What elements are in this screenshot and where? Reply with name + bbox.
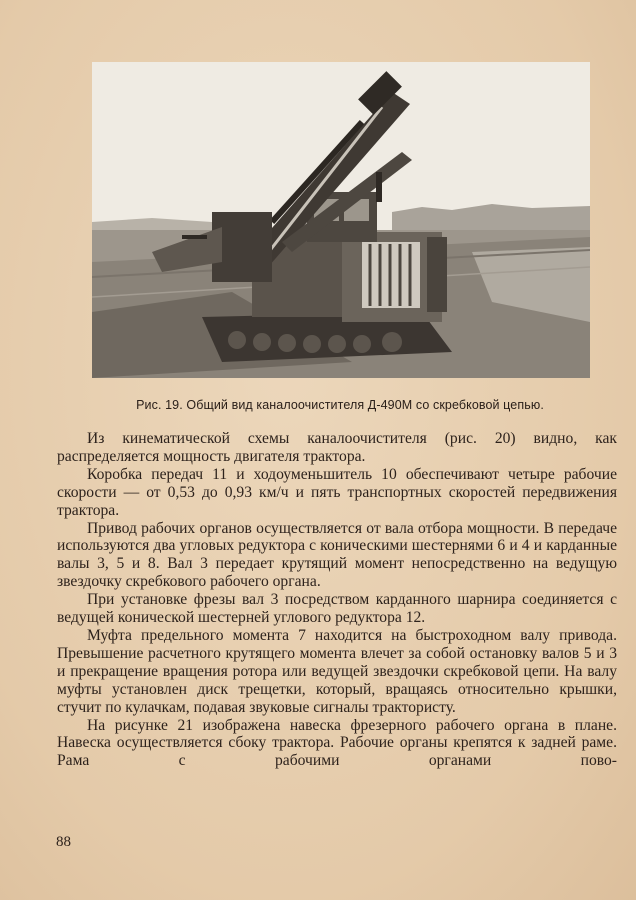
- figure-caption: Рис. 19. Общий вид каналоочистителя Д-490М со скребковой цепью.: [136, 398, 544, 412]
- paragraph: Привод рабочих органов осуществляется от вала отбора мощности. В передаче используются два угловых редуктора с коническими шестернями 6 и 4 и карданные валы 3, 5 и 8. Вал 3 передает крутящий момент непосредственно на ведущую звездочку скребкового рабочего органа.: [57, 519, 617, 591]
- paragraph: При установке фрезы вал 3 посредством карданного шарнира соединяется с ведущей конической шестерней углового редуктора 12.: [57, 591, 617, 627]
- body-text: [57, 430, 617, 770]
- paragraph: Муфта предельного момента 7 находится на быстроходном валу привода. Превышение расчетного крутящего момента влечет за собой остановку валов 5 и 3 и прекращение вращения ротора или ведущей звездочки скребковой цепи. На валу муфты установлен диск трещетки, который, вращаясь относительно крышки, стучит по кулачкам, подавая звуковые сигналы трактористу.: [57, 626, 617, 716]
- figure-photo-canal-cleaner: [92, 62, 590, 378]
- paragraph: На рисунке 21 изображена навеска фрезерного рабочего органа в плане. Навеска осуществляется сбоку трактора. Рабочие органы крепятся к задней раме. Рама с рабочими органами пово-: [57, 716, 617, 770]
- page-number: 88: [56, 834, 71, 850]
- paragraph: Коробка передач 11 и ходоуменьшитель 10 обеспечивают четыре рабочие скорости — от 0,53 до 0,93 км/ч и пять транспортных скоростей передвижения трактора.: [57, 465, 617, 519]
- tractor-photo: [92, 62, 590, 378]
- paragraph: Из кинематической схемы каналоочистителя (рис. 20) видно, как распределяется мощность двигателя трактора.: [57, 430, 617, 465]
